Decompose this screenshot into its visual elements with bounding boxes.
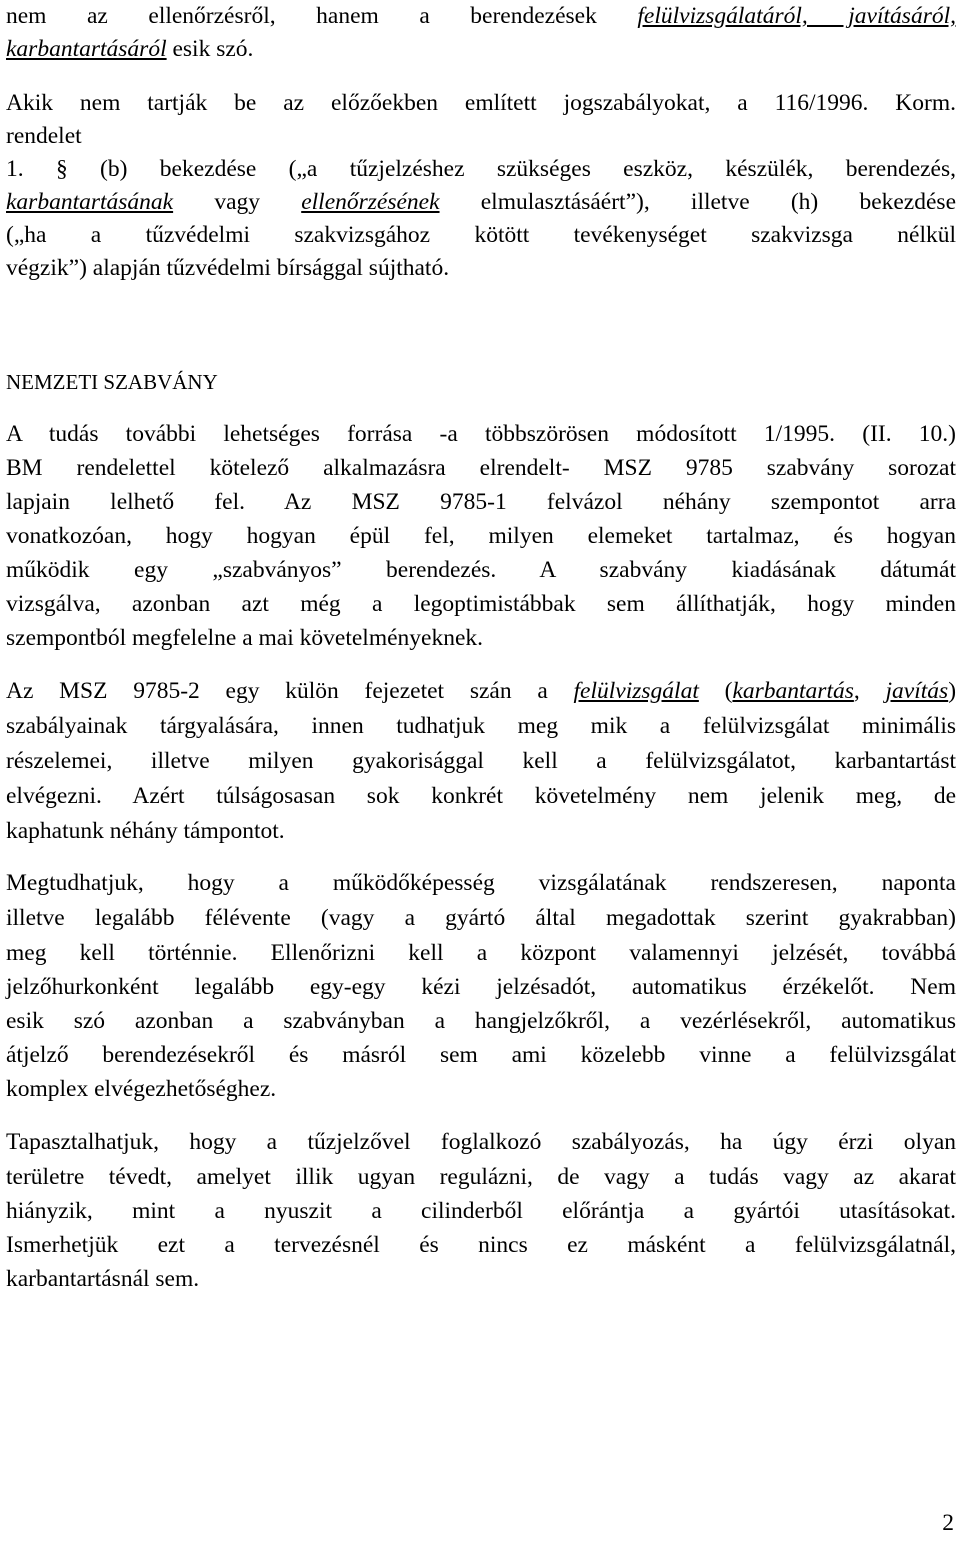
section-heading: NEMZETI SZABVÁNY [6, 370, 218, 394]
para2-line4 [6, 186, 956, 218]
para5-line: Megtudhatjuk, hogy a működőképesség vizsgálatának rendszeresen, naponta [6, 870, 956, 896]
underlined-text: karbantartás [732, 678, 854, 704]
underlined-text: karbantartásának [6, 189, 174, 215]
para2-line1: Akik nem tartják be az előzőekben említett jogszabályokat, a 116/1996. Korm. [6, 90, 956, 116]
para5-line: átjelző berendezésekről és másról sem ami közelebb vinne a felülvizsgálat [6, 1042, 956, 1068]
underlined-text: karbantartásáról [6, 36, 167, 62]
underlined-text: felülvizsgálat [573, 678, 699, 704]
para4-line: szabályainak tárgyalására, innen tudhatjuk meg mik a felülvizsgálat minimális [6, 713, 956, 739]
text-run: , [853, 678, 886, 704]
para2-line5: („ha a tűzvédelmi szakvizsgához kötött tevékenységet szakvizsga nélkül [6, 222, 956, 248]
para3-line: vonatkozóan, hogy hogyan épül fel, milyen elemeket tartalmaz, és hogyan [6, 523, 956, 549]
para2-line2: rendelet [6, 123, 82, 149]
underlined-text: ellenőrzésének [301, 189, 440, 215]
para2-line6: végzik”) alapján tűzvédelmi bírsággal sújtható. [6, 255, 450, 281]
para4-line: kaphatunk néhány támpontot. [6, 818, 285, 844]
text-run: vagy [173, 189, 302, 215]
para3-line: működik egy „szabványos” berendezés. A szabvány kiadásának dátumát [6, 557, 956, 583]
para5-line: meg kell történnie. Ellenőrizni kell a központ valamennyi jelzését, továbbá [6, 940, 956, 966]
text-run: ( [698, 678, 733, 704]
para2-line3: 1. § (b) bekezdése („a tűzjelzéshez szükséges eszköz, készülék, berendezés, [6, 156, 956, 182]
para4-line1 [6, 675, 956, 707]
para3-line: A tudás további lehetséges forrása -a többszörösen módosított 1/1995. (II. 10.) [6, 421, 956, 447]
para3-line: szempontból megfelelne a mai követelményeknek. [6, 625, 484, 651]
para5-line: jelzőhurkonként legalább egy-egy kézi jelzésadót, automatikus érzékelőt. Nem [6, 974, 956, 1000]
para5-line: esik szó azonban a szabványban a hangjelzőkről, a vezérlésekről, automatikus [6, 1008, 956, 1034]
para1-line1 [6, 0, 956, 32]
para4-line: részelemei, illetve milyen gyakorisággal kell a felülvizsgálatot, karbantartást [6, 748, 956, 774]
para3-line: BM rendelettel kötelező alkalmazásra elrendelt- MSZ 9785 szabvány sorozat [6, 455, 956, 481]
text-run: Az MSZ 9785-2 egy külön fejezetet szán a [6, 678, 574, 704]
para1-line2 [6, 33, 956, 65]
para5-line: komplex elvégezhetőséghez. [6, 1076, 277, 1102]
para6-line: hiányzik, mint a nyuszit a cilinderből előrántja a gyártói utasításokat. [6, 1198, 956, 1224]
text-run: elmulasztásáért”), illetve (h) bekezdése [439, 189, 956, 215]
para6-line: karbantartásnál sem. [6, 1266, 200, 1292]
para5-line: illetve legalább félévente (vagy a gyártó által megadottak szerint gyakrabban) [6, 905, 956, 931]
para6-line: Tapasztalhatjuk, hogy a tűzjelzővel foglalkozó szabályozás, ha úgy érzi olyan [6, 1129, 956, 1155]
underlined-text: javítás [885, 678, 949, 704]
para6-line: Ismerhetjük ezt a tervezésnél és nincs ez másként a felülvizsgálatnál, [6, 1232, 956, 1258]
para3-line: lapjain lelhető fel. Az MSZ 9785-1 felvázol néhány szempontot arra [6, 489, 956, 515]
text-run: esik szó. [166, 36, 254, 62]
para6-line: területre tévedt, amelyet illik ugyan regulázni, de vagy a tudás vagy az akarat [6, 1164, 956, 1190]
para3-line: vizsgálva, azonban azt még a legoptimistábbak sem állíthatják, hogy minden [6, 591, 956, 617]
text-run: ) [948, 678, 957, 704]
text-run: nem az ellenőrzésről, hanem a berendezések [6, 3, 638, 29]
para4-line: elvégezni. Azért túlságosasan sok konkrét követelmény nem jelenik meg, de [6, 783, 956, 809]
page-number: 2 [942, 1510, 954, 1536]
underlined-text: felülvizsgálatáról, javításáról, [637, 3, 956, 29]
